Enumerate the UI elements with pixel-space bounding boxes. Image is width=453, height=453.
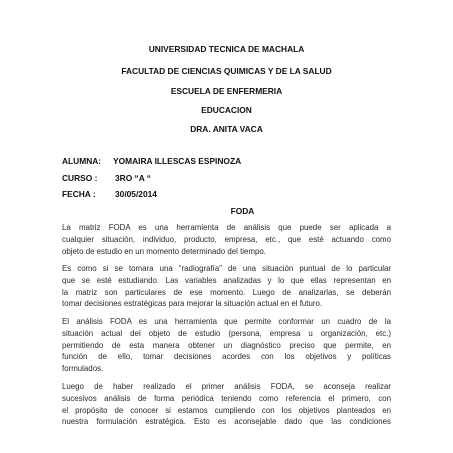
fecha-label: FECHA : [62, 189, 96, 199]
paragraph-line: que se esté estudiando. Las variables analizadas y lo que ellas representan en [62, 275, 391, 285]
paragraph-line: El análisis FODA es una herramienta que permite conformar un cuadro de la [62, 317, 391, 326]
paragraph-line: el propósito de conocer si estamos cumpliendo con los objetivos planteados en [62, 405, 391, 415]
paragraph-line: Es como si se tomara una “radiografía” de una situación puntual de lo particular [62, 264, 391, 273]
faculty-name: FACULTAD DE CIENCIAS QUIMICAS Y DE LA SALUD [121, 66, 332, 76]
paragraph-line: tomar decisiones estratégicas para mejorar la situación actual en el futuro. [62, 299, 323, 309]
university-name: UNIVERSIDAD TECNICA DE MACHALA [148, 44, 305, 54]
paragraph-line: permitiendo de esta manera obtener un diagnóstico preciso que permite, en [62, 340, 391, 350]
paragraph-line: sucesivos análisis de forma periódica teniendo como referencia el primero, con [62, 393, 391, 403]
alumna-label: ALUMNA: [62, 156, 102, 166]
paragraph-line: cualquier situación, individuo, producto, empresa, etc., que esté actuando como [62, 234, 391, 244]
curso-value: 3RO “A “ [115, 173, 151, 183]
paragraph-line: la matriz son particulares de ese momento. Luego de analizarlas, se deberán [62, 287, 391, 297]
paragraph-3 [62, 316, 391, 375]
paragraph-line: formulados. [62, 364, 104, 374]
subject-name: EDUCACION [201, 105, 252, 115]
alumna-value: YOMAIRA ILLESCAS ESPINOZA [113, 156, 242, 166]
paragraph-line: La matriz FODA es una herramienta de análisis que puede ser aplicada a [62, 223, 391, 232]
school-name: ESCUELA DE ENFERMERIA [170, 86, 283, 96]
paragraph-1 [62, 222, 391, 257]
curso-label: CURSO : [62, 173, 98, 183]
fecha-value: 30/05/2014 [115, 189, 157, 199]
paragraph-line: función de ello, tomar decisiones acordes con los objetivos y políticas [62, 352, 391, 362]
alumna-row [62, 156, 242, 166]
curso-row [62, 173, 151, 183]
paragraph-line: nuestra formulación estratégica. Esto es aconsejable dado que las condiciones [62, 417, 391, 427]
paragraph-line: objeto de estudio en un momento determinado del tiempo. [62, 246, 266, 256]
paragraph-4 [62, 381, 391, 428]
paragraph-line: situación actual del objeto de estudio (persona, empresa u organización, etc.) [62, 328, 391, 338]
fecha-row [62, 189, 157, 199]
teacher-name: DRA. ANITA VACA [190, 124, 263, 134]
paragraph-line: Luego de haber realizado el primer análisis FODA, se aconseja realizar [62, 382, 391, 391]
section-title: FODA [230, 206, 255, 216]
paragraph-2 [62, 263, 391, 310]
